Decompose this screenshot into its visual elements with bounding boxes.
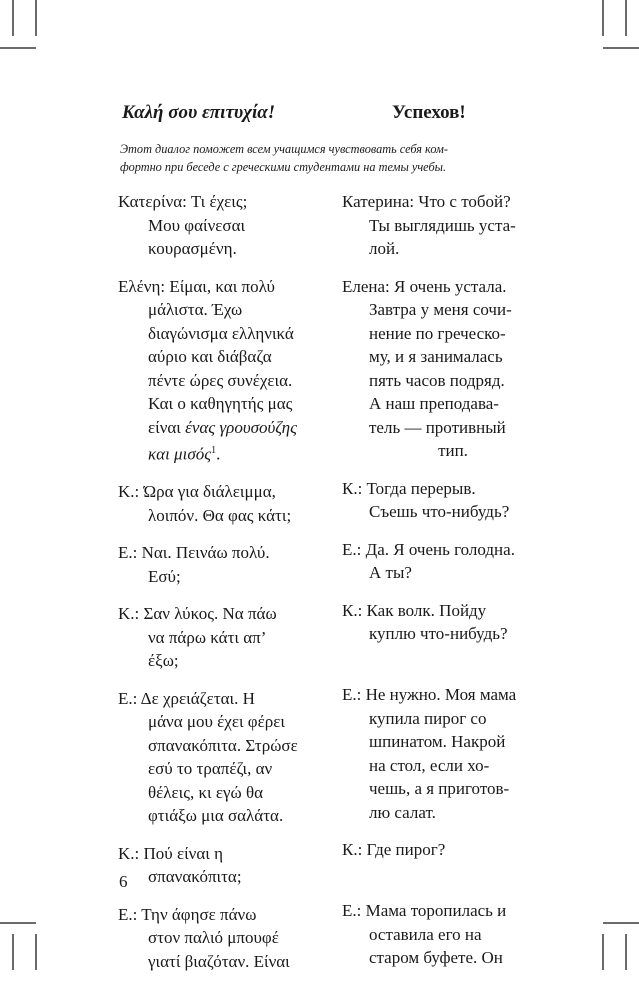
- greek-entry: [118, 687, 333, 828]
- greek-idiom: και μισός: [148, 444, 212, 464]
- greek-entry: [118, 602, 333, 673]
- russian-line: К.: Где пирог?: [342, 840, 446, 859]
- russian-entry: [342, 477, 537, 524]
- russian-line: купила пирог со: [369, 708, 487, 728]
- greek-line: λοιπόν. Θα φας κάτι;: [148, 505, 292, 525]
- greek-line: φτιάξω μια σαλάτα.: [148, 806, 284, 826]
- greek-idiom: ένας γρουσούζης: [185, 417, 297, 437]
- russian-line: чешь, а я приготов-: [369, 779, 510, 798]
- greek-entry: [118, 190, 333, 261]
- greek-entry: [118, 541, 333, 588]
- russian-line: пять часов подряд.: [369, 370, 505, 390]
- greek-line: γιατί βιαζόταν. Είναι: [148, 951, 290, 971]
- russian-line: куплю что-нибудь?: [369, 624, 508, 643]
- russian-entry: [342, 275, 537, 463]
- greek-line: σπανακόπιτα. Στρώσε: [148, 735, 298, 755]
- greek-line: εσύ το τραπέζι, αν: [148, 759, 273, 779]
- greek-entry: [118, 275, 333, 467]
- russian-line: Завтра у меня сочи-: [369, 300, 512, 319]
- greek-line: [148, 416, 333, 440]
- russian-line: К.: Как волк. Пойду: [342, 600, 487, 620]
- greek-line: να πάρω κάτι απ’: [148, 627, 267, 647]
- greek-entry: [118, 903, 333, 974]
- russian-line: Съешь что-нибудь?: [369, 502, 510, 521]
- greek-text: είναι: [148, 417, 181, 437]
- russian-line: лой.: [369, 239, 400, 258]
- russian-line: му, и я занималась: [369, 347, 503, 366]
- greek-line: έξω;: [148, 651, 179, 671]
- greek-dialogue: [118, 190, 333, 987]
- intro-line: Этот диалог поможет всем учащимся чувствовать себя ком-: [120, 142, 448, 156]
- russian-dialogue: [342, 190, 537, 984]
- greek-line: πέντε ώρες συνέχεια.: [148, 370, 293, 390]
- greek-line: μάνα μου έχει φέρει: [148, 712, 285, 732]
- greek-line: Κ.: Πού είναι η: [118, 843, 223, 863]
- greek-line: διαγώνισμα ελληνικά: [148, 323, 294, 343]
- greek-line: [148, 439, 333, 466]
- greek-line: Ε.: Ναι. Πεινάω πολύ.: [118, 543, 270, 563]
- russian-title: Успехов!: [392, 102, 466, 123]
- russian-line: лю салат.: [369, 802, 436, 822]
- page-number: 6: [119, 872, 128, 891]
- russian-line: Елена: Я очень устала.: [342, 276, 507, 296]
- greek-line: αύριο και διάβαζα: [148, 347, 272, 366]
- greek-entry: [118, 842, 333, 889]
- russian-line: Е.: Мама торопилась и: [342, 901, 507, 920]
- greek-title: Καλή σου επιτυχία!: [122, 102, 276, 123]
- greek-line: Κ.: Σαν λύκος. Να πάω: [118, 604, 277, 624]
- russian-entry: [342, 190, 537, 261]
- russian-line: шпинатом. Накрой: [369, 732, 506, 751]
- russian-entry: [342, 538, 537, 585]
- footnote-marker: 1: [211, 445, 217, 456]
- greek-entry: [118, 480, 333, 527]
- russian-line: старом буфете. Он: [369, 948, 503, 967]
- greek-line: στον παλιό μπουφέ: [148, 928, 279, 948]
- greek-line: Εσύ;: [148, 566, 181, 586]
- russian-line: Е.: Не нужно. Моя мама: [342, 685, 517, 704]
- russian-line: на стол, если хо-: [369, 755, 490, 775]
- russian-line: тип.: [438, 441, 468, 460]
- russian-line: Катерина: Что с тобой?: [342, 192, 511, 211]
- greek-line: Ε.: Δε χρειάζεται. Η: [118, 688, 255, 708]
- greek-line: Και ο καθηγητής μας: [148, 394, 293, 413]
- greek-line: Κατερίνα: Τι έχεις;: [118, 192, 248, 211]
- greek-line: Κ.: Ώρα για διάλειμμα,: [118, 482, 276, 502]
- greek-line: μάλιστα. Έχω: [148, 300, 243, 319]
- greek-line: Μου φαίνεσαι: [148, 215, 246, 235]
- greek-text: .: [216, 444, 221, 464]
- russian-line: К.: Тогда перерыв.: [342, 478, 476, 498]
- russian-line: А наш преподава-: [369, 394, 499, 413]
- russian-line: А ты?: [369, 563, 412, 582]
- russian-line: Е.: Да. Я очень голодна.: [342, 539, 515, 559]
- russian-entry: [342, 599, 537, 670]
- russian-entry: [342, 838, 537, 885]
- russian-line: Ты выглядишь уста-: [369, 215, 516, 235]
- russian-entry: [342, 899, 537, 970]
- intro-text: [120, 140, 540, 176]
- russian-line: нение по греческо-: [369, 323, 506, 343]
- intro-line: фортно при беседе с греческими студентами на темы учебы.: [120, 160, 447, 174]
- russian-entry: [342, 683, 537, 824]
- russian-line: оставила его на: [369, 924, 482, 944]
- greek-line: κουρασμένη.: [148, 239, 237, 258]
- russian-line: тель — противный: [369, 417, 506, 437]
- greek-line: Ε.: Την άφησε πάνω: [118, 904, 257, 924]
- greek-line: σπανακόπιτα;: [148, 867, 242, 887]
- greek-line: Ελένη: Είμαι, και πολύ: [118, 276, 275, 296]
- greek-line: θέλεις, κι εγώ θα: [148, 782, 263, 802]
